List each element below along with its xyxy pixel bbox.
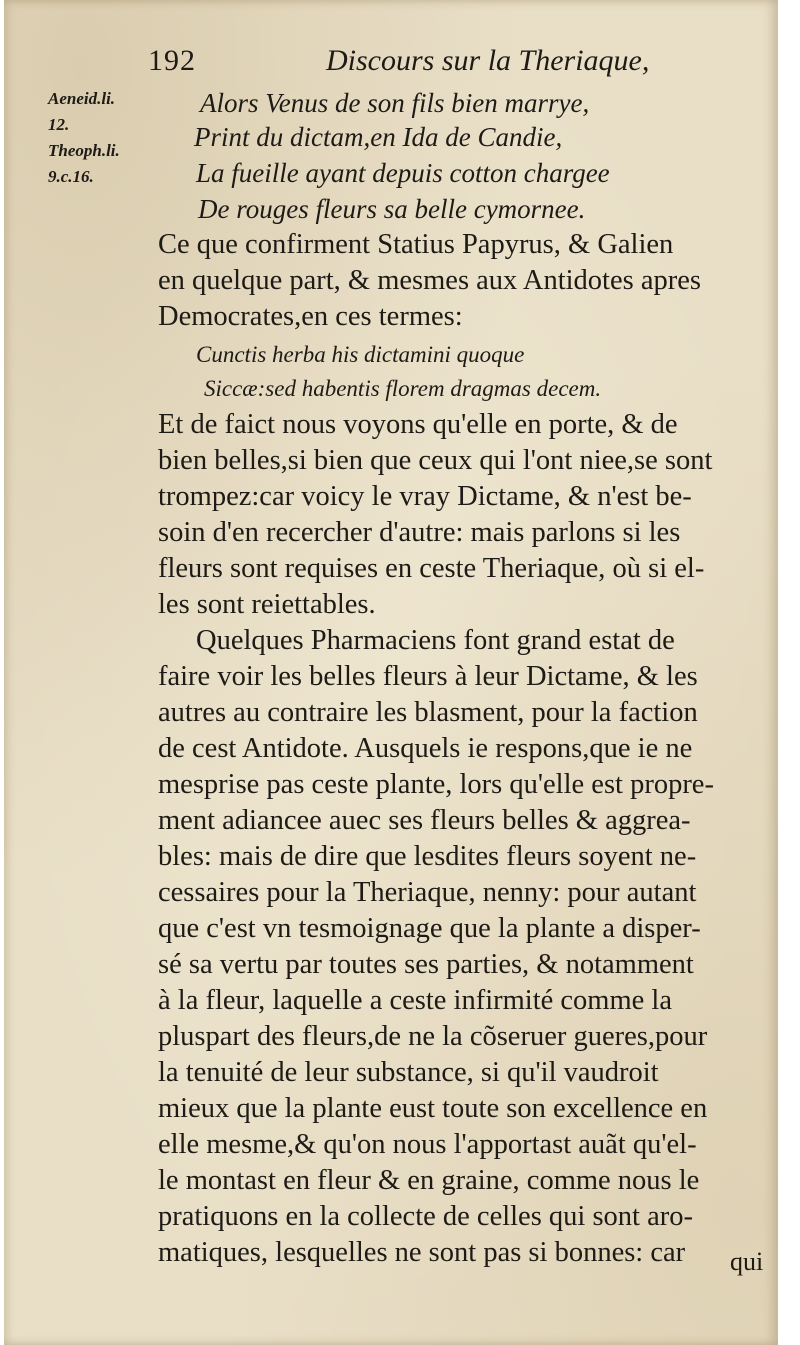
text-line: sé sa vertu par toutes ses parties, & notamment: [158, 949, 694, 980]
text-line: mieux que la plante eust toute son excellence en: [158, 1093, 708, 1124]
running-title: Discours sur la Theriaque,: [326, 44, 650, 77]
verse-line: La fueille ayant depuis cotton chargee: [196, 158, 610, 188]
text-line: les sont reiettables.: [158, 589, 376, 620]
text-line: trompez:car voicy le vray Dictame, & n'est be-: [158, 481, 692, 512]
text-line: à la fleur, laquelle a ceste infirmité comme la: [158, 985, 672, 1016]
text-line: fleurs sont requises en ceste Theriaque, où si el-: [158, 553, 705, 584]
verse-line: De rouges fleurs sa belle cymornee.: [198, 194, 586, 224]
verse-line: Print du dictam,en Ida de Candie,: [194, 122, 563, 152]
text-line: le montast en fleur & en graine, comme nous le: [158, 1165, 700, 1196]
text-line: Et de faict nous voyons qu'elle en porte, & de: [158, 409, 678, 440]
text-line: autres au contraire les blasment, pour la faction: [158, 697, 698, 728]
text-line: de cest Antidote. Ausquels ie respons,que ie ne: [158, 733, 693, 764]
text-line: Quelques Pharmaciens font grand estat de: [196, 625, 675, 656]
text-line: en quelque part, & mesmes aux Antidotes apres: [158, 265, 701, 296]
text-line: que c'est vn tesmoignage que la plante a disper-: [158, 913, 701, 944]
latin-quote-line: Siccæ:sed habentis florem dragmas decem.: [204, 376, 602, 401]
margin-note-line: 12.: [48, 115, 70, 134]
text-line: mesprise pas ceste plante, lors qu'elle est propre-: [158, 769, 714, 800]
text-line: elle mesme,& qu'on nous l'apportast auãt qu'el-: [158, 1129, 697, 1160]
margin-note: [48, 86, 158, 190]
text-line: bien belles,si bien que ceux qui l'ont niee,se sont: [158, 445, 713, 476]
catchword: qui: [730, 1247, 764, 1276]
latin-quote-line: Cunctis herba his dictamini quoque: [196, 342, 525, 367]
page-number: 192: [148, 44, 196, 77]
text-line: bles: mais de dire que lesdites fleurs soyent ne-: [158, 841, 697, 872]
text-line: Democrates,en ces termes:: [158, 301, 463, 332]
verse-line: Alors Venus de son fils bien marrye,: [200, 88, 590, 118]
text-line: Ce que confirment Statius Papyrus, & Galien: [158, 229, 674, 260]
page-header: [148, 44, 648, 84]
margin-note-line: 9.c.16.: [48, 167, 94, 186]
text-line: pratiquons en la collecte de celles qui sont aro-: [158, 1201, 693, 1232]
text-line: la tenuité de leur substance, si qu'il vaudroit: [158, 1057, 659, 1088]
margin-note-line: Aeneid.li.: [48, 89, 116, 108]
text-line: matiques, lesquelles ne sont pas si bonnes: car: [158, 1237, 686, 1268]
margin-note-line: Theoph.li.: [48, 141, 120, 160]
text-line: pluspart des fleurs,de ne la cõseruer gueres,pour: [158, 1021, 708, 1052]
text-line: soin d'en recercher d'autre: mais parlons si les: [158, 517, 681, 548]
text-line: cessaires pour la Theriaque, nenny: pour autant: [158, 877, 697, 908]
text-line: faire voir les belles fleurs à leur Dictame, & les: [158, 661, 698, 692]
text-line: ment adiancee auec ses fleurs belles & aggrea-: [158, 805, 691, 836]
